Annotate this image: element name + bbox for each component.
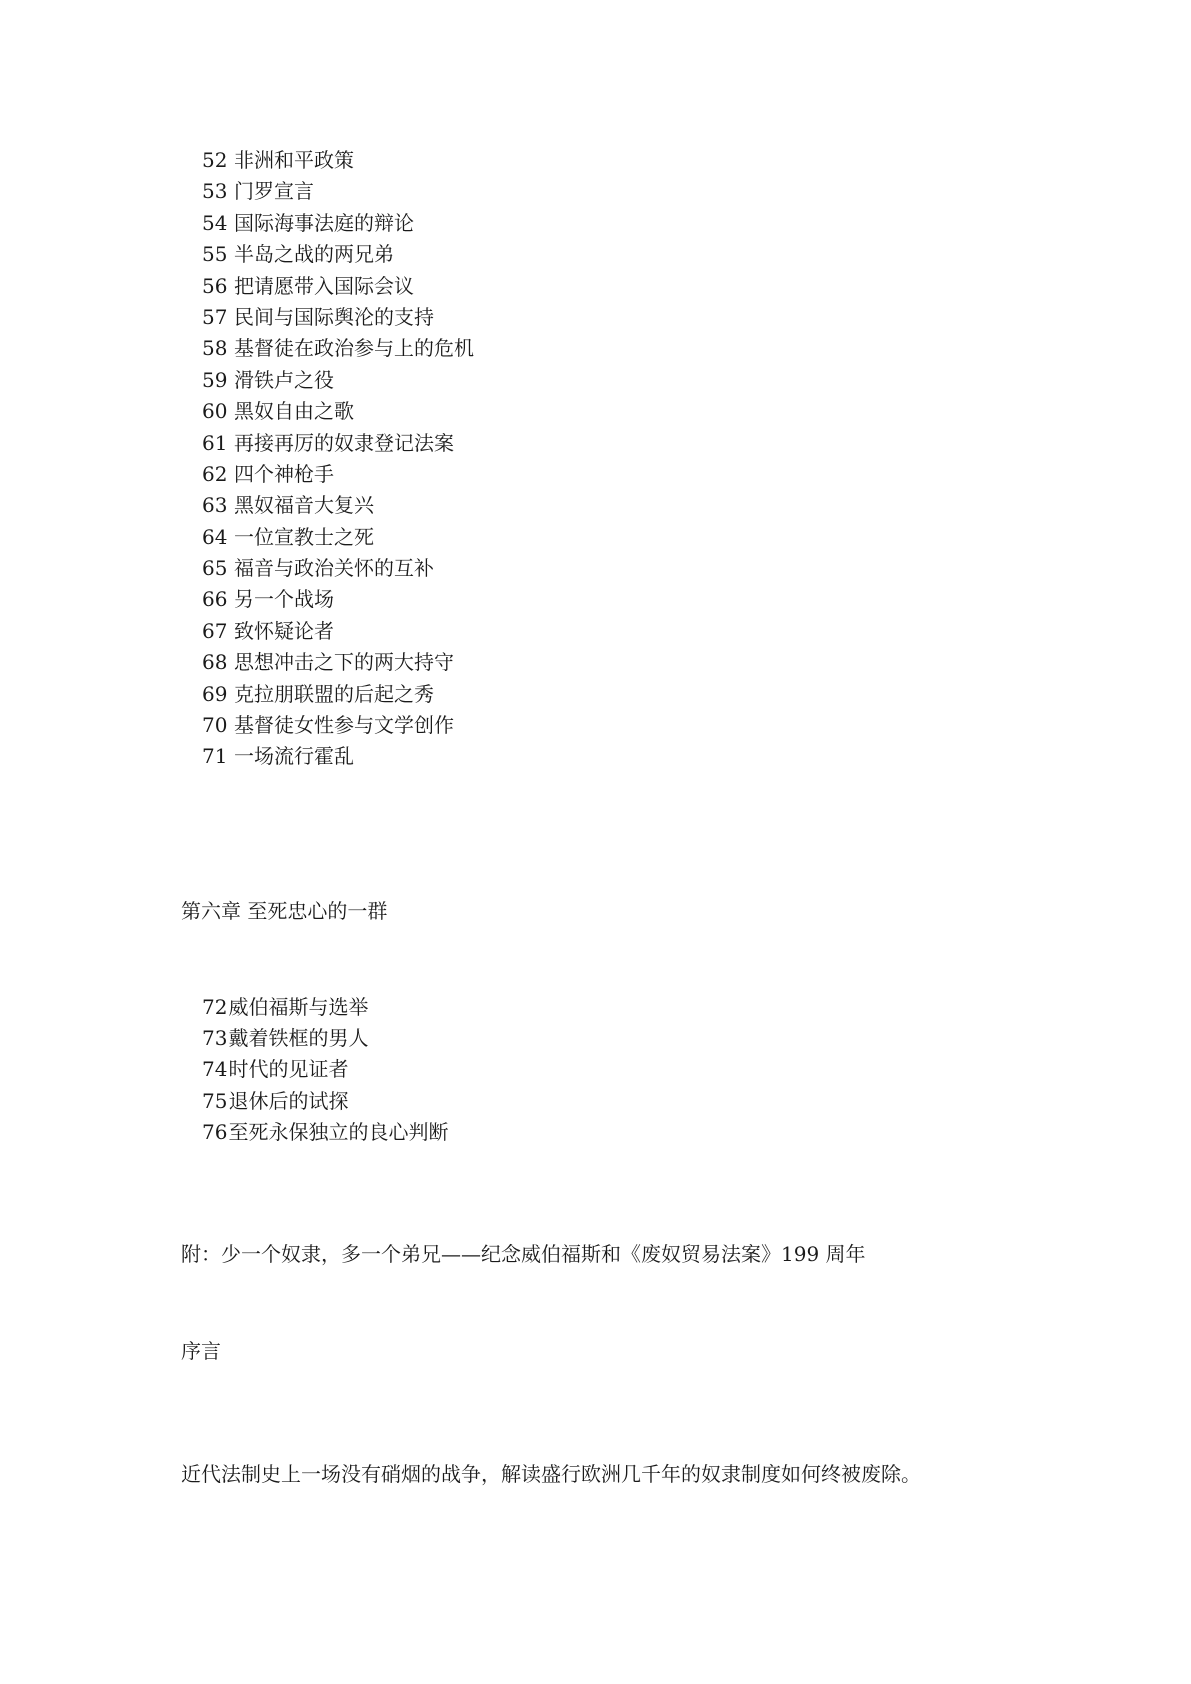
toc-item xyxy=(202,1086,448,1117)
toc-item xyxy=(202,522,474,553)
toc-item-title: 一位宣教士之死 xyxy=(234,524,374,549)
toc-item-title: 民间与国际舆沦的支持 xyxy=(234,304,434,329)
toc-item xyxy=(202,145,474,176)
toc-item-title: 退休后的试探 xyxy=(228,1088,349,1113)
toc-item-title: 国际海事法庭的辩论 xyxy=(234,210,414,235)
toc-item xyxy=(202,459,474,490)
toc-item-number: 71 xyxy=(202,744,228,769)
toc-item xyxy=(202,584,474,615)
toc-item xyxy=(202,679,474,710)
toc-item-number: 62 xyxy=(202,461,228,486)
toc-item xyxy=(202,239,474,270)
toc-item-number: 60 xyxy=(202,399,228,424)
preface-heading: 序言 xyxy=(181,1339,221,1363)
toc-item-title: 半岛之战的两兄弟 xyxy=(234,242,394,267)
toc-item-number: 65 xyxy=(202,556,228,581)
toc-item-number: 72 xyxy=(202,995,228,1019)
toc-item xyxy=(202,428,474,459)
toc-item-title: 门罗宣言 xyxy=(234,179,314,204)
toc-item xyxy=(202,741,474,772)
toc-item-title: 四个神枪手 xyxy=(234,461,334,486)
toc-item xyxy=(202,1054,448,1085)
toc-item-number: 70 xyxy=(202,713,228,738)
toc-item xyxy=(202,271,474,302)
toc-item-title: 戴着铁框的男人 xyxy=(228,1026,369,1051)
chapter5-toc-list xyxy=(202,145,474,773)
toc-item-title: 威伯福斯与选举 xyxy=(228,995,369,1019)
chapter-heading: 第六章 至死忠心的一群 xyxy=(181,899,388,923)
toc-item xyxy=(202,490,474,521)
toc-item-number: 67 xyxy=(202,618,228,643)
chapter6-toc-list xyxy=(202,992,448,1148)
toc-item-number: 74 xyxy=(202,1057,228,1082)
toc-item xyxy=(202,333,474,364)
toc-item-number: 63 xyxy=(202,493,228,518)
toc-item-number: 56 xyxy=(202,273,228,298)
toc-item xyxy=(202,553,474,584)
toc-item-title: 另一个战场 xyxy=(234,587,334,612)
toc-item xyxy=(202,208,474,239)
toc-item xyxy=(202,992,448,1023)
toc-item xyxy=(202,302,474,333)
toc-item xyxy=(202,647,474,678)
toc-item xyxy=(202,1023,448,1054)
toc-item-number: 76 xyxy=(202,1119,228,1144)
toc-item xyxy=(202,710,474,741)
toc-item xyxy=(202,176,474,207)
toc-item-number: 68 xyxy=(202,650,228,675)
toc-item-title: 基督徒在政治参与上的危机 xyxy=(234,336,474,361)
toc-item-number: 55 xyxy=(202,242,228,267)
toc-item-title: 至死永保独立的良心判断 xyxy=(228,1119,449,1144)
toc-item-title: 黑奴自由之歌 xyxy=(234,399,354,424)
toc-item-number: 59 xyxy=(202,367,228,392)
toc-item-number: 53 xyxy=(202,179,228,204)
intro-paragraph: 近代法制史上一场没有硝烟的战争，解读盛行欧洲几千年的奴隶制度如何终被废除。 xyxy=(181,1462,921,1486)
toc-item-number: 64 xyxy=(202,524,228,549)
toc-item-number: 57 xyxy=(202,304,228,329)
toc-item-number: 61 xyxy=(202,430,228,455)
toc-item xyxy=(202,396,474,427)
toc-item xyxy=(202,365,474,396)
toc-item-number: 75 xyxy=(202,1088,228,1113)
toc-item-title: 克拉朋联盟的后起之秀 xyxy=(234,681,434,706)
toc-item-title: 致怀疑论者 xyxy=(234,618,334,643)
toc-item-title: 再接再厉的奴隶登记法案 xyxy=(234,430,454,455)
toc-item-title: 滑铁卢之役 xyxy=(234,367,334,392)
toc-item-title: 福音与政治关怀的互补 xyxy=(234,556,434,581)
appendix-line: 附：少一个奴隶，多一个弟兄——纪念威伯福斯和《废奴贸易法案》199 周年 xyxy=(181,1242,866,1266)
toc-item-title: 一场流行霍乱 xyxy=(234,744,354,769)
toc-item-number: 66 xyxy=(202,587,228,612)
toc-item xyxy=(202,616,474,647)
toc-item-title: 时代的见证者 xyxy=(228,1057,349,1082)
toc-item-title: 基督徒女性参与文学创作 xyxy=(234,713,454,738)
toc-item-title: 黑奴福音大复兴 xyxy=(234,493,374,518)
toc-item-number: 69 xyxy=(202,681,228,706)
toc-item-title: 把请愿带入国际会议 xyxy=(234,273,414,298)
toc-item-number: 52 xyxy=(202,148,228,172)
toc-item-title: 思想冲击之下的两大持守 xyxy=(234,650,454,675)
toc-item xyxy=(202,1117,448,1148)
toc-item-number: 54 xyxy=(202,210,228,235)
toc-item-number: 58 xyxy=(202,336,228,361)
toc-item-title: 非洲和平政策 xyxy=(234,148,354,172)
toc-item-number: 73 xyxy=(202,1026,228,1051)
